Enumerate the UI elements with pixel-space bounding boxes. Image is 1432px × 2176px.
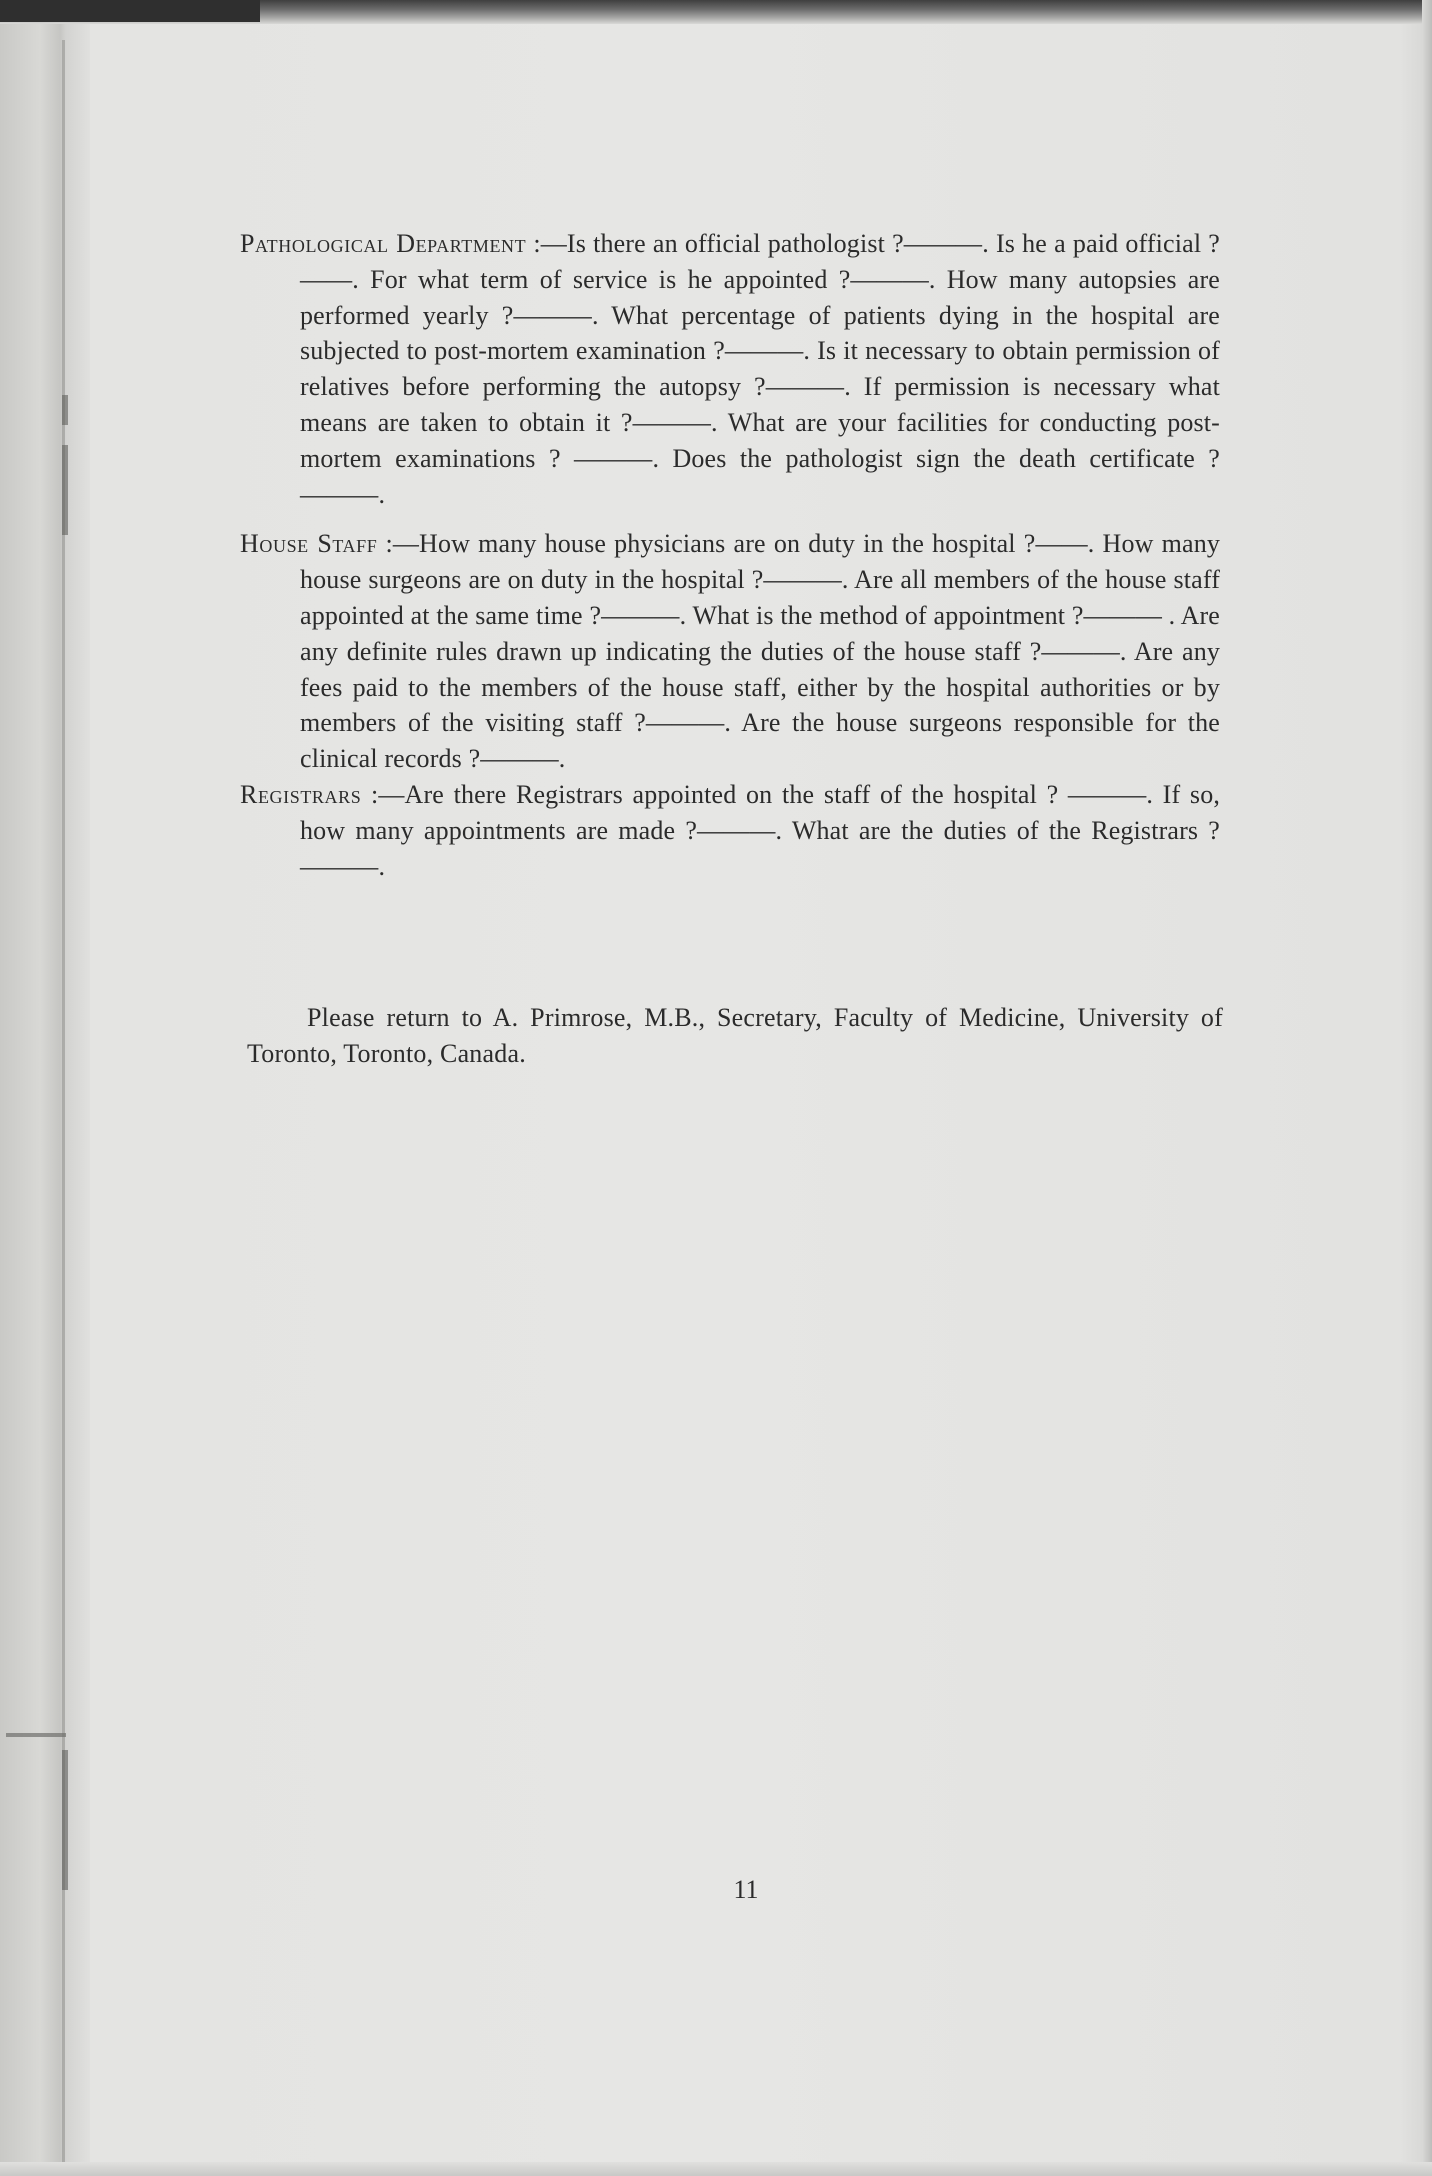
binding-shadow — [0, 0, 260, 22]
section-text: :—How many house physicians are on duty in the hospital ?——. How many house surgeons are on duty in the hospital ?———. Are all members of the house staff appointed at the same time ?———. What is the method of appointment ?——— . Are any definite rules drawn up indicating the duties of the house staff ?———. Are any fees paid to the members of the house staff, either by the hospital authorities or by members of the visiting staff ?———. Are the house surgeons responsible for the clinical records ?———. — [300, 529, 1220, 774]
return-instructions: Please return to A. Primrose, M.B., Secretary, Faculty of Medicine, University of Toronto, Toronto, Canada. — [247, 1003, 1223, 1068]
section-heading: House Staff — [240, 529, 378, 559]
section-heading: Pathological Department — [240, 229, 527, 258]
section-text: :—Is there an official pathologist ?———. Is he a paid official ?——. For what term of service is he appointed ?———. How many autopsies are performed yearly ?———. What percentage of patients dying in the hospital are subjected to post-mortem examination ?———. Is it necessary to obtain permission of relatives before performing the autopsy ?———. If permission is necessary what means are taken to obtain it ?———. What are your facilities for conducting post-mortem examinations ? ———. Does the pathologist sign the death certificate ?———. — [300, 229, 1220, 509]
book-spine — [0, 24, 90, 2176]
section-registrars — [240, 777, 1220, 884]
questionnaire-body — [240, 226, 1220, 884]
section-house-staff — [240, 526, 1220, 777]
section-pathological-department — [240, 226, 1220, 512]
spine-mark — [62, 1750, 68, 1890]
section-heading: Registrars — [240, 779, 362, 809]
page-number: 11 — [733, 1875, 759, 1904]
page-right-edge — [1422, 0, 1432, 2176]
section-text: :—Are there Registrars appointed on the staff of the hospital ? ———. If so, how many appointments are made ?———. What are the duties of the Registrars ?———. — [300, 779, 1220, 881]
spine-mark — [62, 395, 68, 425]
spine-mark — [62, 445, 68, 535]
spine-tick — [6, 1733, 66, 1737]
page-bottom-edge — [0, 2162, 1432, 2176]
